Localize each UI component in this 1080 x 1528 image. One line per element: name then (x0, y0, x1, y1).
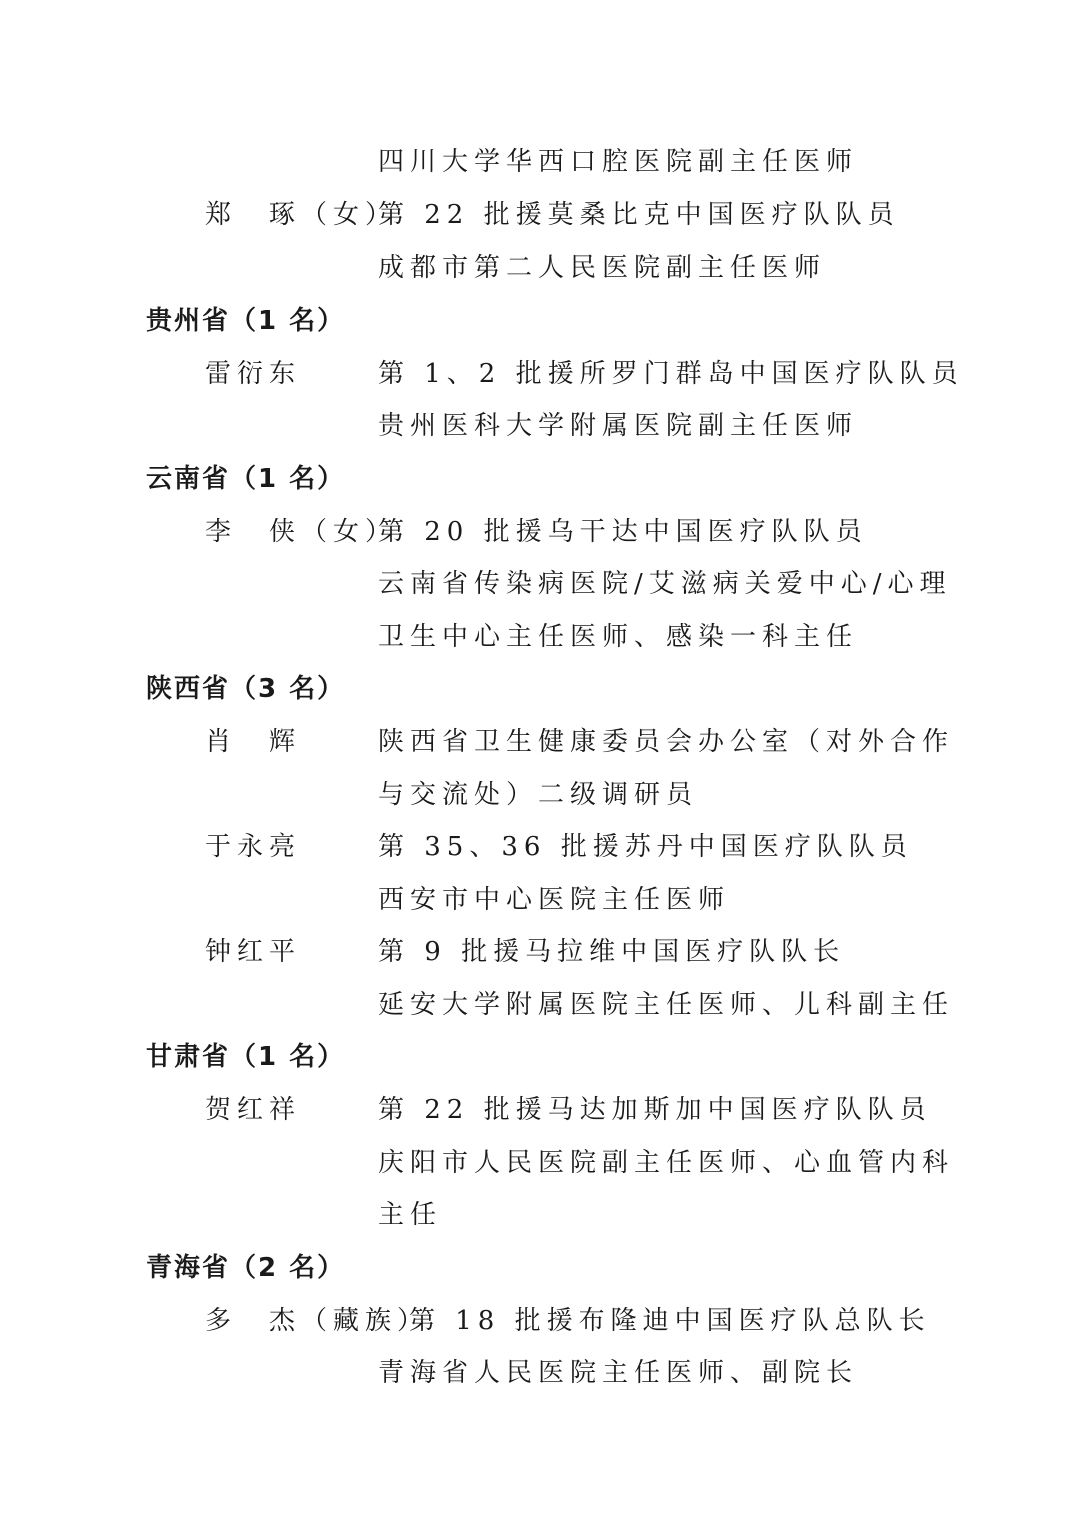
region-heading: 贵州省（1 名） (146, 306, 346, 336)
person-name: 雷衍东 (205, 359, 302, 389)
entry-detail: 卫生中心主任医师、感染一科主任 (378, 622, 859, 652)
entry-detail: 四川大学华西口腔医院副主任医师 (378, 147, 859, 177)
person-name: 李 侠（女） (205, 517, 398, 547)
entry-detail: 第 20 批援乌干达中国医疗队队员 (378, 517, 868, 547)
region-heading: 甘肃省（1 名） (146, 1042, 346, 1072)
entry-detail: 第 18 批援布隆迪中国医疗队总队长 (409, 1306, 931, 1336)
entry-detail: 陕西省卫生健康委员会办公室（对外合作 (378, 727, 955, 757)
entry-detail: 成都市第二人民医院副主任医师 (378, 253, 827, 283)
person-name: 钟红平 (205, 937, 302, 967)
entry-detail: 延安大学附属医院主任医师、儿科副主任 (378, 990, 955, 1020)
person-name: 多 杰（藏族） (205, 1306, 430, 1336)
entry-detail: 青海省人民医院主任医师、副院长 (378, 1358, 859, 1388)
entry-detail: 第 1、2 批援所罗门群岛中国医疗队队员 (378, 359, 964, 389)
entry-detail: 第 9 批援马拉维中国医疗队队长 (378, 937, 846, 967)
entry-detail: 庆阳市人民医院副主任医师、心血管内科 (378, 1148, 955, 1178)
person-name: 郑 琢（女） (205, 200, 398, 230)
person-name: 肖 辉 (205, 727, 302, 757)
entry-detail: 云南省传染病医院/艾滋病关爱中心/心理 (378, 569, 952, 599)
region-heading: 云南省（1 名） (146, 464, 346, 494)
entry-detail: 与交流处）二级调研员 (378, 780, 699, 810)
entry-detail: 贵州医科大学附属医院副主任医师 (378, 411, 859, 441)
entry-detail: 第 22 批援马达加斯加中国医疗队队员 (378, 1095, 932, 1125)
region-heading: 陕西省（3 名） (146, 674, 346, 704)
person-name: 贺红祥 (205, 1095, 302, 1125)
person-name: 于永亮 (205, 832, 302, 862)
entry-detail: 西安市中心医院主任医师 (378, 885, 731, 915)
entry-detail: 第 35、36 批援苏丹中国医疗队队员 (378, 832, 913, 862)
entry-detail: 主任 (378, 1200, 443, 1230)
region-heading: 青海省（2 名） (146, 1253, 346, 1283)
entry-detail: 第 22 批援莫桑比克中国医疗队队员 (378, 200, 900, 230)
